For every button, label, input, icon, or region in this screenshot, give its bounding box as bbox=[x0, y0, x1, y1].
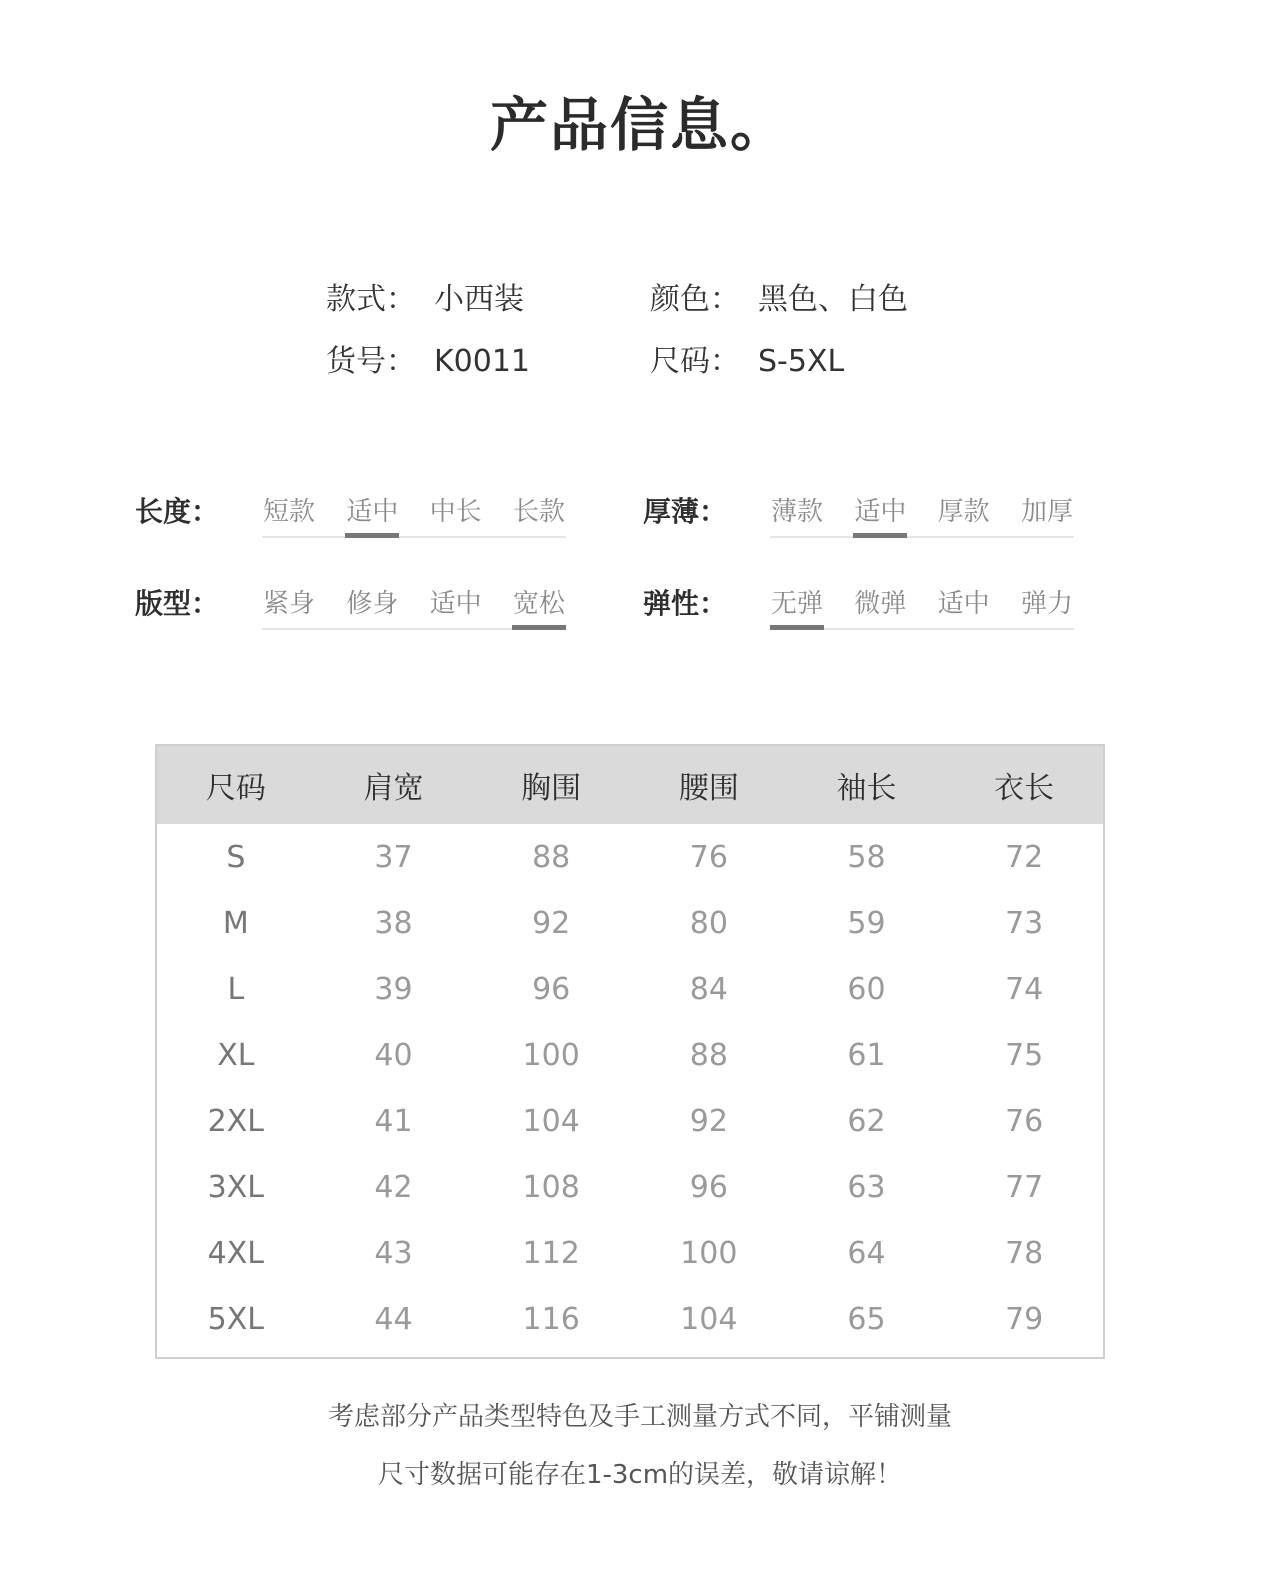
size-cell: XL bbox=[217, 1037, 255, 1073]
measurement-cell: 88 bbox=[532, 839, 571, 875]
option-track bbox=[770, 584, 1074, 630]
measurement-cell: 37 bbox=[374, 839, 413, 875]
column-header: 胸围 bbox=[472, 745, 630, 824]
option: 薄款 bbox=[770, 497, 823, 527]
option-selected: 适中 bbox=[853, 492, 907, 536]
note-line: 尺寸数据可能存在1-3cm的误差，敬请谅解！ bbox=[377, 1460, 903, 1490]
measurement-cell: 96 bbox=[532, 971, 571, 1007]
column-header: 腰围 bbox=[630, 745, 788, 824]
option-track bbox=[262, 584, 566, 630]
attribute-length bbox=[135, 492, 566, 538]
attribute-label: 厚薄： bbox=[643, 495, 728, 528]
option: 微弹 bbox=[854, 589, 907, 619]
option: 紧身 bbox=[262, 589, 315, 619]
measurement-cell: 40 bbox=[374, 1037, 413, 1073]
size-cell: S bbox=[226, 839, 246, 875]
measurement-cell: 42 bbox=[374, 1169, 413, 1205]
measurement-cell: 43 bbox=[374, 1235, 413, 1271]
measurement-cell: 84 bbox=[689, 971, 728, 1007]
attribute-label: 弹性： bbox=[643, 587, 728, 620]
option-selected: 适中 bbox=[345, 492, 399, 536]
size-cell: 3XL bbox=[207, 1169, 265, 1205]
page-title: 产品信息。 bbox=[489, 91, 790, 159]
measurement-cell: 92 bbox=[532, 905, 571, 941]
measurement-cell: 41 bbox=[374, 1103, 413, 1139]
measurement-cell: 65 bbox=[847, 1301, 886, 1337]
table-row bbox=[156, 1022, 1104, 1088]
measurement-cell: 112 bbox=[522, 1235, 580, 1271]
style-label: 款式： bbox=[326, 282, 416, 317]
sku-value: K0011 bbox=[434, 344, 531, 379]
table-row bbox=[156, 956, 1104, 1022]
product-info bbox=[326, 280, 978, 382]
column-header: 衣长 bbox=[945, 745, 1104, 824]
measurement-cell: 104 bbox=[680, 1301, 738, 1337]
option: 加厚 bbox=[1020, 497, 1073, 527]
measurement-cell: 38 bbox=[374, 905, 413, 941]
column-header: 尺码 bbox=[156, 745, 315, 824]
option-track bbox=[262, 492, 566, 538]
measurement-note bbox=[0, 1388, 1280, 1504]
size-cell: 5XL bbox=[207, 1301, 265, 1337]
option: 长款 bbox=[512, 497, 565, 527]
table-header-row bbox=[156, 745, 1104, 824]
size-cell: 2XL bbox=[207, 1103, 265, 1139]
measurement-cell: 39 bbox=[374, 971, 413, 1007]
measurement-cell: 72 bbox=[1005, 839, 1044, 875]
column-header: 袖长 bbox=[788, 745, 946, 824]
size-range-value: S-5XL bbox=[758, 344, 845, 379]
measurement-cell: 62 bbox=[847, 1103, 886, 1139]
option: 厚款 bbox=[937, 497, 990, 527]
measurement-cell: 76 bbox=[689, 839, 728, 875]
option-selected: 宽松 bbox=[512, 584, 566, 628]
attribute-label: 长度： bbox=[135, 495, 220, 528]
table-row bbox=[156, 890, 1104, 956]
option: 适中 bbox=[937, 589, 990, 619]
measurement-cell: 44 bbox=[374, 1301, 413, 1337]
measurement-cell: 100 bbox=[522, 1037, 580, 1073]
measurement-cell: 74 bbox=[1005, 971, 1044, 1007]
measurement-cell: 96 bbox=[689, 1169, 728, 1205]
measurement-cell: 63 bbox=[847, 1169, 886, 1205]
measurement-cell: 92 bbox=[689, 1103, 728, 1139]
size-chart-table bbox=[155, 744, 1105, 1359]
measurement-cell: 58 bbox=[847, 839, 886, 875]
note-line: 考虑部分产品类型特色及手工测量方式不同，平铺测量 bbox=[327, 1402, 952, 1432]
attribute-fit bbox=[135, 584, 566, 630]
measurement-cell: 59 bbox=[847, 905, 886, 941]
measurement-cell: 78 bbox=[1005, 1235, 1044, 1271]
column-header: 肩宽 bbox=[315, 745, 473, 824]
measurement-cell: 116 bbox=[522, 1301, 580, 1337]
measurement-cell: 75 bbox=[1005, 1037, 1044, 1073]
option: 适中 bbox=[429, 589, 482, 619]
size-cell: 4XL bbox=[207, 1235, 265, 1271]
option: 中长 bbox=[429, 497, 482, 527]
measurement-cell: 88 bbox=[689, 1037, 728, 1073]
size-cell: M bbox=[222, 905, 249, 941]
table-row bbox=[156, 1286, 1104, 1358]
measurement-cell: 77 bbox=[1005, 1169, 1044, 1205]
measurement-cell: 100 bbox=[680, 1235, 738, 1271]
style-value: 小西装 bbox=[434, 282, 524, 317]
table-row bbox=[156, 1088, 1104, 1154]
measurement-cell: 60 bbox=[847, 971, 886, 1007]
measurement-cell: 104 bbox=[522, 1103, 580, 1139]
table-row bbox=[156, 824, 1104, 890]
measurement-cell: 61 bbox=[847, 1037, 886, 1073]
option: 短款 bbox=[262, 497, 315, 527]
measurement-cell: 108 bbox=[522, 1169, 580, 1205]
option: 修身 bbox=[346, 589, 399, 619]
option: 弹力 bbox=[1020, 589, 1073, 619]
size-range-label: 尺码： bbox=[650, 344, 740, 379]
color-label: 颜色： bbox=[650, 282, 740, 317]
size-cell: L bbox=[227, 971, 245, 1007]
attribute-elasticity bbox=[643, 584, 1074, 630]
measurement-cell: 76 bbox=[1005, 1103, 1044, 1139]
table-row bbox=[156, 1220, 1104, 1286]
sku-label: 货号： bbox=[326, 344, 416, 379]
measurement-cell: 73 bbox=[1005, 905, 1044, 941]
option-selected: 无弹 bbox=[770, 584, 824, 628]
color-value: 黑色、白色 bbox=[758, 282, 908, 317]
measurement-cell: 80 bbox=[689, 905, 728, 941]
table-row bbox=[156, 1154, 1104, 1220]
attribute-label: 版型： bbox=[135, 587, 220, 620]
attribute-thickness bbox=[643, 492, 1074, 538]
measurement-cell: 64 bbox=[847, 1235, 886, 1271]
measurement-cell: 79 bbox=[1005, 1301, 1044, 1337]
option-track bbox=[770, 492, 1074, 538]
